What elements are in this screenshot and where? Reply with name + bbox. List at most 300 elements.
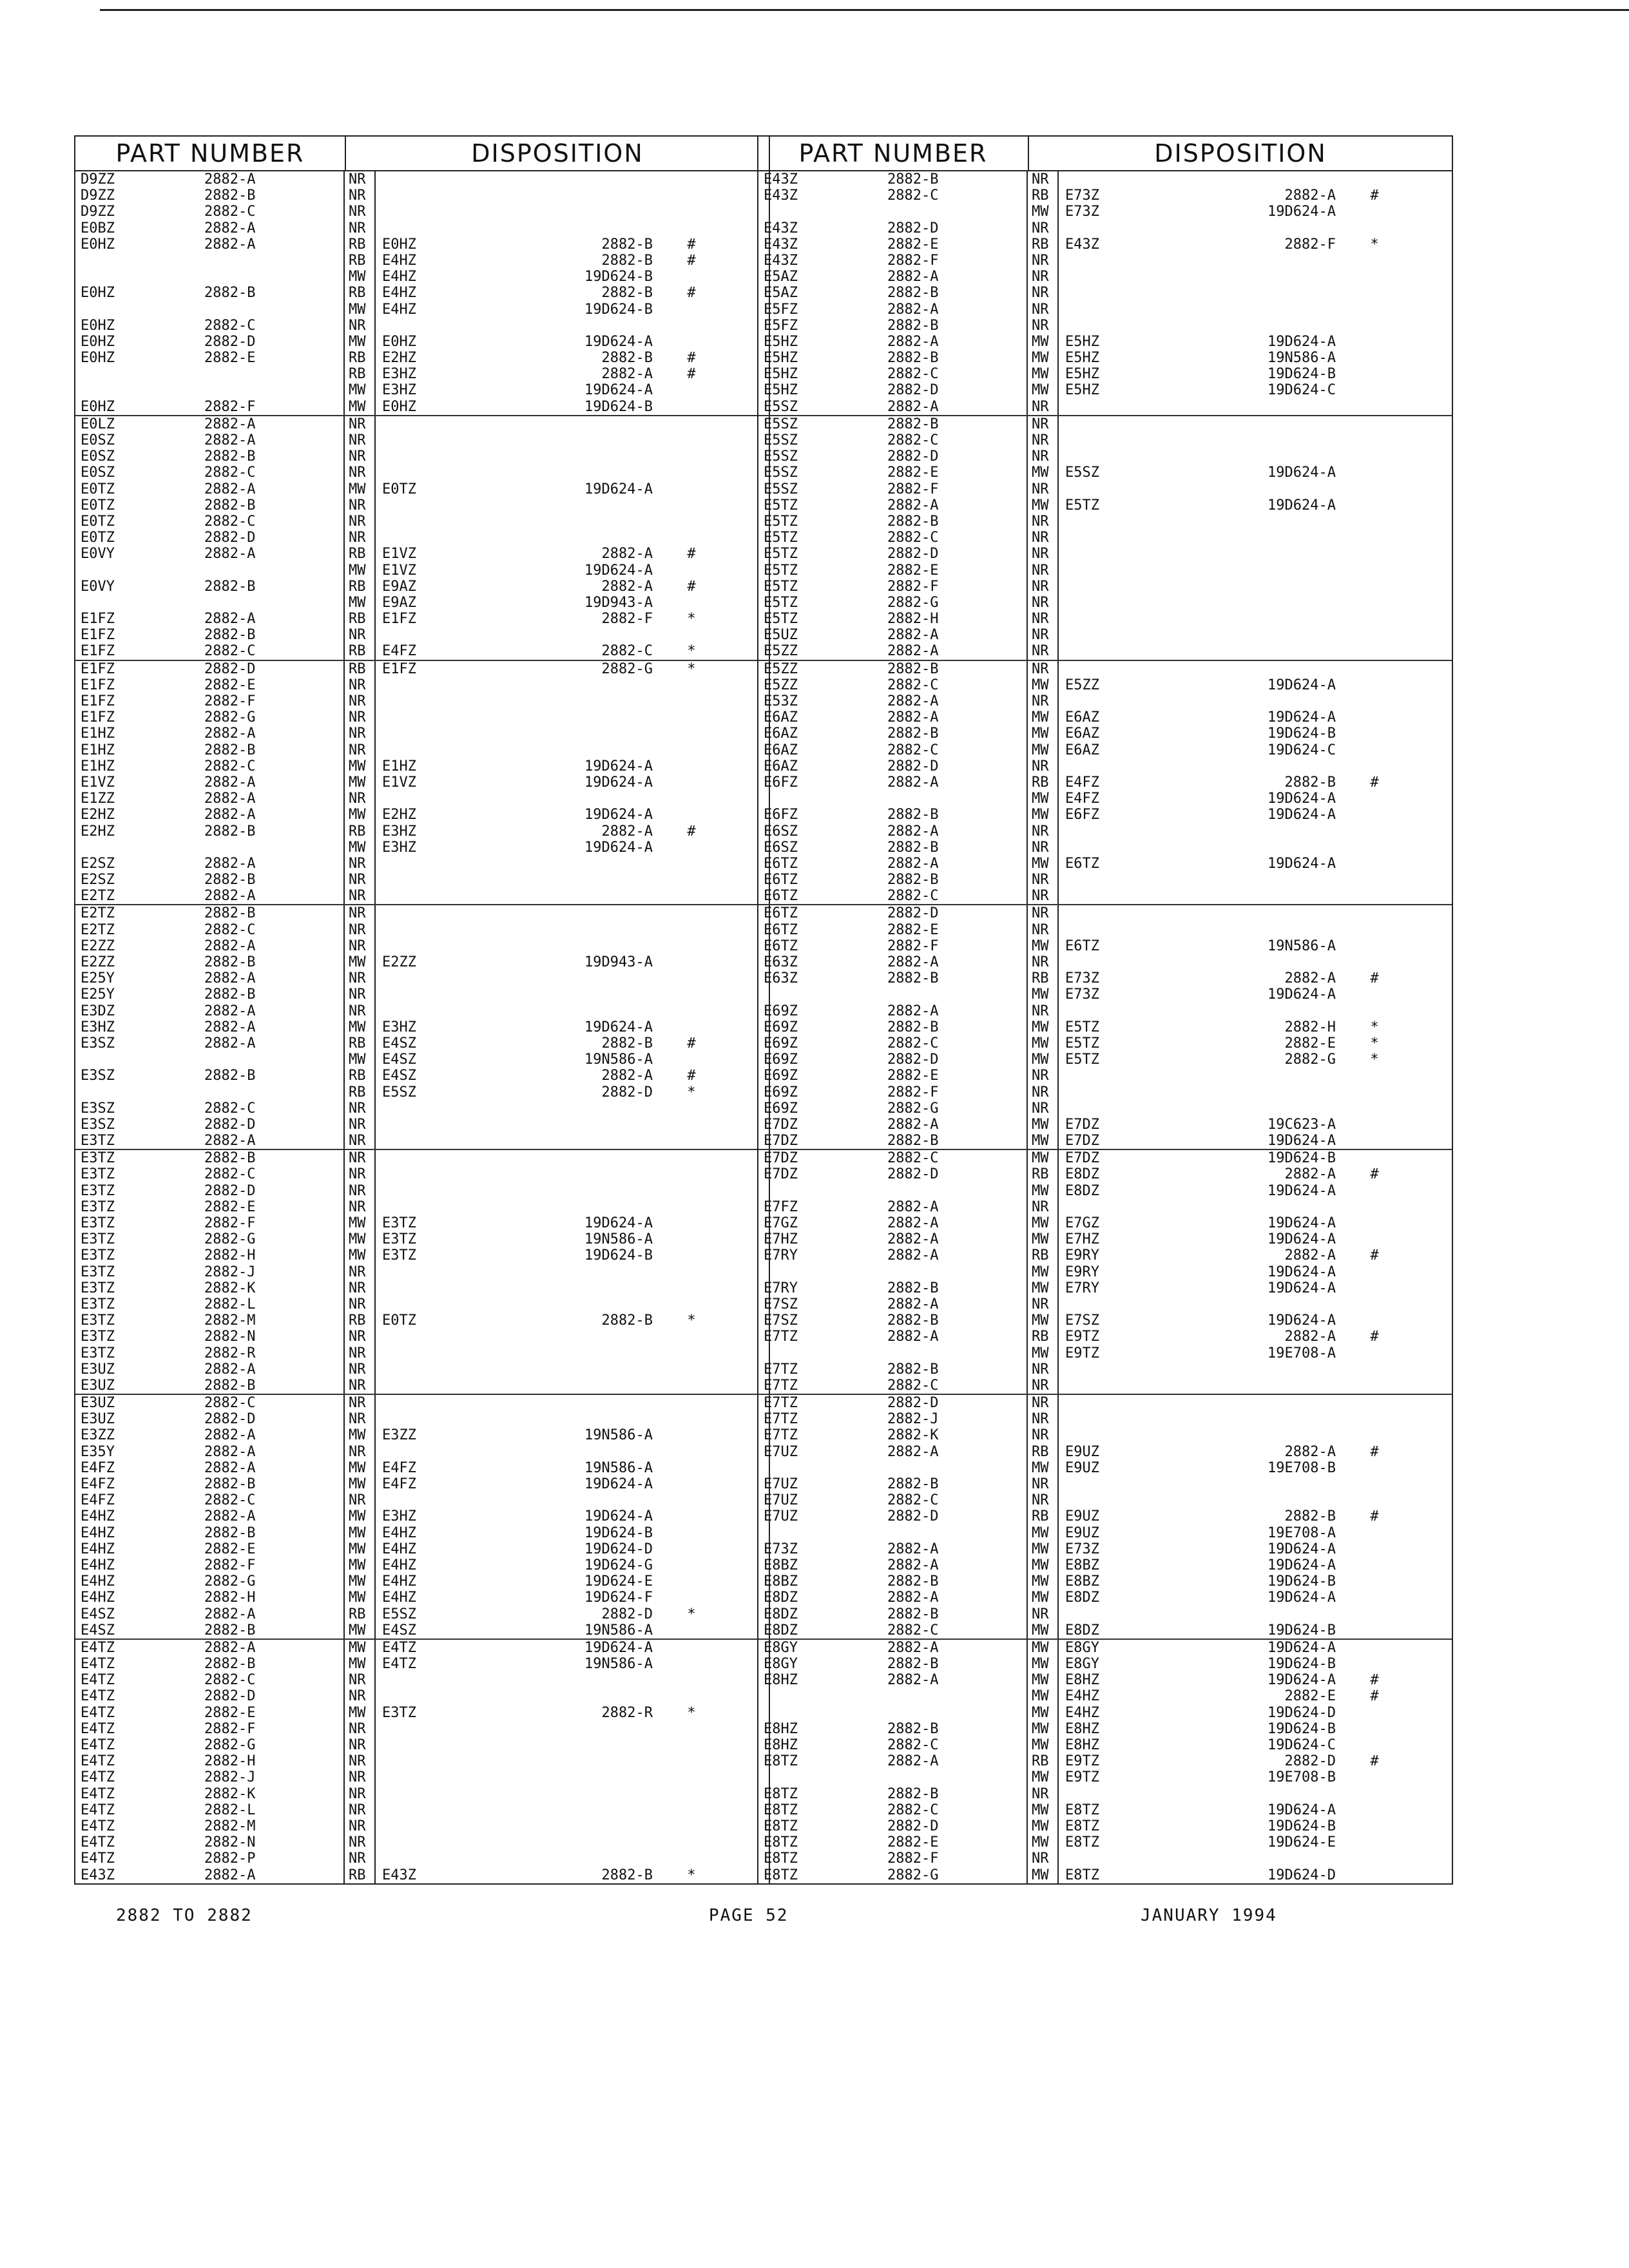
replacement-part: E5TZ bbox=[1065, 1052, 1099, 1068]
disposition-code: NR bbox=[1028, 872, 1059, 888]
table-row bbox=[75, 497, 769, 514]
part-number: E1VZ bbox=[81, 774, 115, 791]
note-mark bbox=[672, 1786, 711, 1802]
part-number: E3DZ bbox=[81, 1003, 115, 1019]
replacement-part bbox=[1059, 1492, 1162, 1508]
replacement-suffix bbox=[1162, 872, 1355, 888]
replacement-suffix bbox=[479, 1199, 672, 1215]
part-number: E25Y bbox=[81, 970, 115, 987]
table-row bbox=[758, 1573, 1452, 1590]
part-suffix: 2882-J bbox=[204, 1264, 345, 1280]
part-number: E5AZ bbox=[764, 285, 798, 302]
disposition-code: MW bbox=[345, 302, 376, 318]
note-mark bbox=[1355, 1003, 1394, 1019]
note-mark bbox=[672, 1492, 711, 1508]
part-suffix: 2882-A bbox=[887, 1672, 1028, 1688]
note-mark bbox=[1355, 1460, 1394, 1476]
disposition-code: NR bbox=[345, 1753, 376, 1769]
part-number: E69Z bbox=[764, 1100, 798, 1117]
part-number: E7TZ bbox=[764, 1329, 798, 1345]
part-number: E4TZ bbox=[81, 1720, 115, 1737]
note-mark bbox=[672, 1052, 711, 1068]
disposition-code: NR bbox=[1028, 840, 1059, 856]
part-number: E5FZ bbox=[764, 301, 798, 318]
disposition-code: NR bbox=[345, 922, 376, 938]
part-number: E3HZ bbox=[81, 1019, 115, 1035]
replacement-suffix: 19D624-B bbox=[584, 398, 653, 415]
table-row bbox=[758, 1166, 1452, 1182]
table-row bbox=[75, 742, 769, 758]
note-mark bbox=[672, 1199, 711, 1215]
note-mark bbox=[1355, 922, 1394, 938]
note-mark bbox=[1355, 1850, 1394, 1867]
replacement-part: E9AZ bbox=[382, 594, 416, 611]
replacement-part bbox=[1059, 1003, 1162, 1019]
part-suffix: 2882-F bbox=[887, 1084, 1028, 1100]
disposition-code: NR bbox=[1028, 823, 1059, 840]
replacement-suffix: 19N586-A bbox=[584, 1656, 653, 1673]
replacement-suffix: 2882-B bbox=[1284, 774, 1336, 791]
disposition-heading: DISPOSITION bbox=[471, 139, 644, 168]
replacement-part: E9UZ bbox=[1065, 1443, 1099, 1460]
part-number bbox=[75, 302, 204, 318]
part-suffix bbox=[887, 1460, 1028, 1476]
table-row bbox=[758, 1231, 1452, 1247]
replacement-part bbox=[1059, 220, 1162, 236]
part-suffix: 2882-B bbox=[204, 823, 345, 840]
replacement-part: E1VZ bbox=[382, 774, 416, 791]
replacement-suffix bbox=[479, 1492, 672, 1508]
note-mark bbox=[1355, 1818, 1394, 1834]
disposition-code: NR bbox=[345, 1183, 376, 1199]
replacement-suffix: 2882-H bbox=[1284, 1019, 1336, 1035]
part-suffix: 2882-D bbox=[204, 530, 345, 546]
disposition-code: NR bbox=[1028, 448, 1059, 465]
note-mark bbox=[1355, 366, 1394, 382]
replacement-suffix: 19D624-C bbox=[1268, 1737, 1336, 1753]
note-mark bbox=[672, 1133, 711, 1149]
table-row bbox=[75, 1329, 769, 1345]
disposition-code: NR bbox=[345, 1818, 376, 1834]
part-number: E7UZ bbox=[764, 1508, 798, 1525]
replacement-part: E0TZ bbox=[382, 481, 416, 497]
table-row bbox=[75, 1606, 769, 1622]
part-number: E5FZ bbox=[764, 317, 798, 334]
table-row bbox=[758, 1068, 1452, 1084]
part-number: E7HZ bbox=[764, 1231, 798, 1248]
part-number bbox=[758, 1345, 887, 1361]
replacement-suffix: 19D624-A bbox=[584, 481, 653, 497]
table-row bbox=[75, 399, 769, 415]
note-mark: # bbox=[687, 823, 696, 840]
disposition-code: NR bbox=[1028, 269, 1059, 285]
replacement-suffix: 19D624-B bbox=[1268, 366, 1336, 383]
replacement-part bbox=[376, 970, 479, 986]
part-suffix: 2882-C bbox=[204, 1672, 345, 1688]
note-mark: * bbox=[1370, 1052, 1379, 1068]
table-row bbox=[758, 481, 1452, 497]
replacement-part bbox=[376, 465, 479, 481]
disposition-code: NR bbox=[345, 905, 376, 921]
part-suffix: 2882-F bbox=[887, 253, 1028, 269]
replacement-part bbox=[1059, 595, 1162, 611]
table-row bbox=[758, 791, 1452, 807]
table-row bbox=[758, 938, 1452, 954]
part-suffix: 2882-L bbox=[204, 1296, 345, 1312]
part-suffix: 2882-B bbox=[204, 285, 345, 301]
part-number: E7UZ bbox=[764, 1476, 798, 1492]
part-number: E4TZ bbox=[81, 1834, 115, 1851]
table-row bbox=[75, 1622, 769, 1639]
replacement-suffix bbox=[1162, 220, 1355, 236]
replacement-suffix: 19D624-B bbox=[1268, 1622, 1336, 1639]
replacement-suffix: 19N586-A bbox=[584, 1231, 653, 1248]
part-number: E8TZ bbox=[764, 1802, 798, 1818]
replacement-suffix bbox=[1162, 399, 1355, 415]
part-number: E5TZ bbox=[764, 594, 798, 611]
replacement-part bbox=[1059, 416, 1162, 432]
table-row bbox=[75, 1035, 769, 1052]
note-mark bbox=[1355, 334, 1394, 350]
replacement-suffix: 19N586-A bbox=[584, 1459, 653, 1476]
replacement-part: E8DZ bbox=[1065, 1182, 1099, 1199]
part-number: E3TZ bbox=[81, 1166, 115, 1183]
part-suffix: 2882-B bbox=[204, 986, 345, 1003]
disposition-code: NR bbox=[345, 448, 376, 465]
part-suffix: 2882-A bbox=[887, 954, 1028, 970]
replacement-suffix bbox=[479, 1280, 672, 1296]
note-mark bbox=[1355, 1834, 1394, 1850]
note-mark bbox=[1355, 807, 1394, 823]
replacement-part: E8GY bbox=[1065, 1639, 1099, 1656]
disposition-code: MW bbox=[1028, 1035, 1059, 1052]
table-row bbox=[75, 1264, 769, 1280]
table-row bbox=[75, 1003, 769, 1019]
part-suffix bbox=[204, 366, 345, 382]
table-row bbox=[758, 1606, 1452, 1622]
replacement-suffix: 2882-D bbox=[1284, 1753, 1336, 1770]
table-row bbox=[75, 888, 769, 904]
note-mark bbox=[1355, 416, 1394, 432]
table-row bbox=[758, 1541, 1452, 1557]
replacement-part: E8DZ bbox=[1065, 1622, 1099, 1639]
note-mark bbox=[672, 1557, 711, 1573]
part-number bbox=[75, 1084, 204, 1100]
replacement-suffix bbox=[1162, 432, 1355, 448]
note-mark: # bbox=[687, 546, 696, 562]
part-suffix: 2882-A bbox=[887, 1296, 1028, 1312]
replacement-suffix: 2882-B bbox=[601, 350, 653, 367]
part-suffix: 2882-D bbox=[887, 220, 1028, 236]
replacement-suffix bbox=[479, 416, 672, 432]
table-row bbox=[75, 1769, 769, 1785]
part-number: E8DZ bbox=[764, 1622, 798, 1639]
disposition-code: MW bbox=[345, 562, 376, 579]
part-suffix: 2882-J bbox=[204, 1769, 345, 1785]
replacement-part bbox=[1059, 1850, 1162, 1867]
note-mark bbox=[672, 334, 711, 350]
part-suffix: 2882-C bbox=[887, 742, 1028, 758]
disposition-code: NR bbox=[345, 465, 376, 481]
part-number: E5TZ bbox=[764, 546, 798, 562]
replacement-suffix bbox=[479, 1329, 672, 1345]
replacement-suffix bbox=[479, 905, 672, 921]
replacement-suffix: 2882-E bbox=[1284, 1688, 1336, 1705]
table-row bbox=[758, 1411, 1452, 1427]
note-mark bbox=[672, 481, 711, 497]
note-mark bbox=[1355, 448, 1394, 465]
note-mark bbox=[672, 1427, 711, 1443]
part-number: E1FZ bbox=[81, 643, 115, 660]
disposition-code: NR bbox=[1028, 399, 1059, 415]
replacement-suffix bbox=[479, 1166, 672, 1182]
part-number: E2SZ bbox=[81, 872, 115, 889]
disposition-code: MW bbox=[345, 399, 376, 415]
replacement-suffix bbox=[1162, 1492, 1355, 1508]
part-suffix: 2882-D bbox=[887, 448, 1028, 465]
table-row bbox=[758, 1508, 1452, 1524]
part-suffix bbox=[204, 1084, 345, 1100]
footer-page: PAGE 52 bbox=[709, 1906, 789, 1925]
note-mark bbox=[672, 807, 711, 823]
part-suffix: 2882-A bbox=[887, 269, 1028, 285]
table-row bbox=[758, 774, 1452, 791]
part-number bbox=[75, 366, 204, 382]
part-number: E7DZ bbox=[764, 1133, 798, 1149]
part-number: E6TZ bbox=[764, 905, 798, 922]
disposition-code: NR bbox=[345, 627, 376, 643]
disposition-code: MW bbox=[345, 1590, 376, 1606]
part-number: E0LZ bbox=[81, 416, 115, 432]
table-row bbox=[758, 1345, 1452, 1361]
replacement-suffix: 19D624-A bbox=[584, 1476, 653, 1492]
table-row bbox=[75, 1231, 769, 1247]
table-row bbox=[758, 1117, 1452, 1133]
table-row bbox=[75, 366, 769, 382]
table-row bbox=[758, 1688, 1452, 1704]
table-row bbox=[758, 1460, 1452, 1476]
table-row bbox=[758, 1656, 1452, 1672]
disposition-code: MW bbox=[1028, 1541, 1059, 1557]
disposition-code: NR bbox=[345, 171, 376, 187]
disposition-code: NR bbox=[345, 1100, 376, 1117]
part-number: E2ZZ bbox=[81, 954, 115, 970]
replacement-suffix bbox=[479, 187, 672, 204]
part-suffix: 2882-D bbox=[204, 661, 345, 677]
table-row bbox=[75, 204, 769, 220]
disposition-code: NR bbox=[1028, 888, 1059, 904]
table-row bbox=[75, 807, 769, 823]
disposition-code: MW bbox=[345, 1557, 376, 1573]
replacement-suffix bbox=[479, 171, 672, 187]
replacement-part: E4FZ bbox=[1065, 774, 1099, 791]
part-number: E4HZ bbox=[81, 1557, 115, 1573]
replacement-suffix bbox=[479, 1834, 672, 1850]
part-number: E3SZ bbox=[81, 1068, 115, 1084]
replacement-part: E8DZ bbox=[1065, 1166, 1099, 1183]
replacement-part bbox=[376, 1688, 479, 1704]
replacement-suffix bbox=[1162, 1100, 1355, 1117]
replacement-part bbox=[376, 905, 479, 921]
note-mark bbox=[1355, 285, 1394, 301]
replacement-part bbox=[376, 1737, 479, 1753]
replacement-suffix bbox=[1162, 1199, 1355, 1215]
replacement-suffix: 19D624-F bbox=[584, 1590, 653, 1606]
part-suffix: 2882-A bbox=[204, 236, 345, 253]
replacement-part bbox=[1059, 823, 1162, 840]
replacement-suffix: 19E708-B bbox=[1268, 1769, 1336, 1786]
replacement-suffix bbox=[1162, 253, 1355, 269]
replacement-suffix: 19D624-B bbox=[1268, 1720, 1336, 1737]
table-row bbox=[75, 269, 769, 285]
disposition-code: MW bbox=[1028, 677, 1059, 693]
disposition-code: MW bbox=[345, 1247, 376, 1264]
part-number-heading: PART NUMBER bbox=[758, 137, 1029, 170]
part-suffix: 2882-B bbox=[204, 448, 345, 465]
part-suffix: 2882-E bbox=[887, 1834, 1028, 1850]
part-suffix bbox=[204, 595, 345, 611]
replacement-part: E3ZZ bbox=[382, 1427, 416, 1444]
part-number: E5HZ bbox=[764, 350, 798, 367]
replacement-part bbox=[376, 530, 479, 546]
replacement-suffix bbox=[1162, 905, 1355, 921]
note-mark: # bbox=[1370, 1753, 1379, 1770]
table-row bbox=[75, 1068, 769, 1084]
note-mark bbox=[1355, 888, 1394, 904]
table-row bbox=[75, 1753, 769, 1769]
note-mark bbox=[672, 1003, 711, 1019]
table-row bbox=[75, 465, 769, 481]
table-row bbox=[758, 1705, 1452, 1721]
replacement-suffix: 2882-D bbox=[601, 1606, 653, 1622]
part-suffix: 2882-B bbox=[887, 350, 1028, 366]
replacement-part bbox=[376, 1361, 479, 1378]
part-number bbox=[75, 253, 204, 269]
part-number bbox=[758, 1264, 887, 1280]
disposition-code: MW bbox=[345, 1476, 376, 1492]
replacement-part bbox=[376, 1183, 479, 1199]
replacement-suffix: 19N586-A bbox=[1268, 350, 1336, 367]
table-row bbox=[75, 187, 769, 204]
part-suffix bbox=[887, 1688, 1028, 1704]
part-number: E5TZ bbox=[764, 513, 798, 530]
replacement-suffix: 19D624-A bbox=[1268, 1541, 1336, 1557]
replacement-part bbox=[376, 938, 479, 954]
part-suffix: 2882-B bbox=[204, 1656, 345, 1672]
note-mark bbox=[672, 530, 711, 546]
replacement-suffix bbox=[1162, 514, 1355, 530]
disposition-code: MW bbox=[1028, 1312, 1059, 1329]
replacement-suffix: 19D624-A bbox=[584, 562, 653, 579]
table-row bbox=[758, 807, 1452, 823]
part-number: E1HZ bbox=[81, 742, 115, 758]
part-number: E0HZ bbox=[81, 285, 115, 302]
replacement-suffix: 19D624-A bbox=[584, 774, 653, 791]
disposition-code: MW bbox=[1028, 382, 1059, 398]
part-suffix: 2882-G bbox=[204, 709, 345, 726]
replacement-part: E9TZ bbox=[1065, 1769, 1099, 1786]
footer-range: 2882 TO 2882 bbox=[116, 1906, 253, 1925]
table-row bbox=[75, 904, 769, 921]
part-number: E8DZ bbox=[764, 1590, 798, 1606]
note-mark bbox=[672, 840, 711, 856]
part-suffix: 2882-F bbox=[204, 399, 345, 415]
table-row bbox=[75, 236, 769, 253]
replacement-suffix bbox=[1162, 1427, 1355, 1443]
note-mark bbox=[672, 1395, 711, 1411]
replacement-part: E7GZ bbox=[1065, 1215, 1099, 1231]
part-number: E43Z bbox=[81, 1867, 115, 1883]
replacement-suffix bbox=[1162, 1395, 1355, 1411]
table-row bbox=[75, 1786, 769, 1802]
part-suffix: 2882-C bbox=[204, 514, 345, 530]
replacement-suffix: 19D624-B bbox=[584, 1524, 653, 1541]
note-mark bbox=[672, 1247, 711, 1264]
disposition-code: NR bbox=[1028, 285, 1059, 301]
disposition-code: NR bbox=[1028, 318, 1059, 334]
table-row bbox=[75, 1296, 769, 1312]
part-number: E4FZ bbox=[81, 1492, 115, 1509]
note-mark: # bbox=[1370, 1329, 1379, 1345]
part-suffix: 2882-C bbox=[204, 1166, 345, 1182]
table-row bbox=[758, 285, 1452, 301]
part-suffix: 2882-P bbox=[204, 1850, 345, 1867]
part-suffix bbox=[204, 269, 345, 285]
part-suffix: 2882-A bbox=[204, 970, 345, 986]
part-suffix: 2882-C bbox=[204, 1492, 345, 1508]
part-suffix: 2882-A bbox=[204, 1003, 345, 1019]
disposition-code: MW bbox=[1028, 1183, 1059, 1199]
note-mark bbox=[672, 1345, 711, 1361]
replacement-suffix: 19D624-A bbox=[1268, 1215, 1336, 1231]
note-mark: * bbox=[687, 611, 696, 628]
table-row bbox=[75, 1361, 769, 1378]
disposition-code: NR bbox=[345, 1672, 376, 1688]
disposition-code: NR bbox=[345, 1378, 376, 1394]
note-mark bbox=[1355, 1280, 1394, 1296]
note-mark bbox=[672, 709, 711, 726]
note-mark: * bbox=[1370, 1019, 1379, 1035]
disposition-code: NR bbox=[1028, 1395, 1059, 1411]
part-number: E0TZ bbox=[81, 497, 115, 514]
disposition-code: NR bbox=[1028, 1476, 1059, 1492]
replacement-part bbox=[1059, 872, 1162, 888]
part-number: E3TZ bbox=[81, 1198, 115, 1215]
table-row bbox=[75, 986, 769, 1003]
table-row bbox=[75, 840, 769, 856]
part-suffix bbox=[204, 253, 345, 269]
replacement-part: E4HZ bbox=[382, 1524, 416, 1541]
part-suffix: 2882-A bbox=[204, 1361, 345, 1378]
disposition-code: NR bbox=[345, 1492, 376, 1508]
disposition-code: MW bbox=[345, 382, 376, 398]
part-number: E0SZ bbox=[81, 432, 115, 448]
replacement-part: E7RY bbox=[1065, 1280, 1099, 1296]
note-mark bbox=[672, 1231, 711, 1247]
table-row bbox=[75, 1737, 769, 1753]
disposition-code: NR bbox=[345, 986, 376, 1003]
note-mark bbox=[1355, 677, 1394, 693]
part-suffix: 2882-G bbox=[204, 1737, 345, 1753]
part-number: E7GZ bbox=[764, 1215, 798, 1231]
replacement-suffix bbox=[479, 1003, 672, 1019]
replacement-part: E5TZ bbox=[1065, 497, 1099, 514]
part-number: E1FZ bbox=[81, 677, 115, 693]
replacement-suffix bbox=[479, 1688, 672, 1704]
replacement-part bbox=[1059, 432, 1162, 448]
replacement-part: E7HZ bbox=[1065, 1231, 1099, 1248]
replacement-part bbox=[1059, 643, 1162, 659]
